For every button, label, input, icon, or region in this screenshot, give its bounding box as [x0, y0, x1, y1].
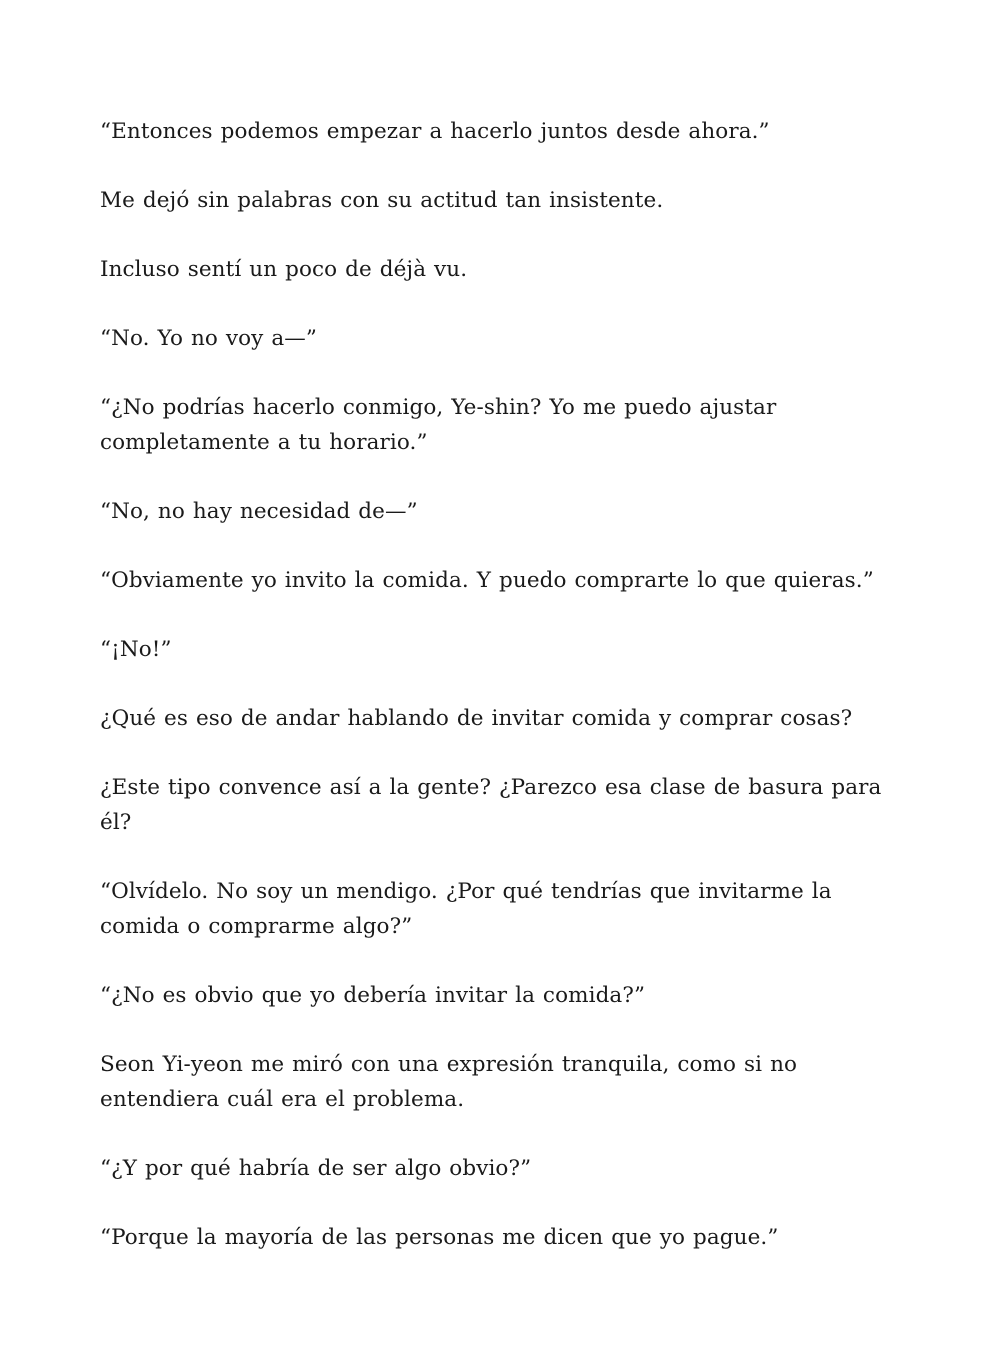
- paragraph: “No, no hay necesidad de—”: [100, 499, 418, 524]
- paragraph: “No. Yo no voy a—”: [100, 326, 317, 351]
- paragraph: “¿No podrías hacerlo conmigo, Ye-shin? Yo me puedo ajustar completamente a tu horario.”: [100, 395, 777, 455]
- paragraph: Me dejó sin palabras con su actitud tan insistente.: [100, 188, 664, 213]
- paragraph: “Obviamente yo invito la comida. Y puedo comprarte lo que quieras.”: [100, 568, 874, 593]
- paragraph: “¿No es obvio que yo debería invitar la comida?”: [100, 983, 646, 1008]
- paragraph: Incluso sentí un poco de déjà vu.: [100, 257, 468, 282]
- paragraph: “Entonces podemos empezar a hacerlo juntos desde ahora.”: [100, 119, 770, 144]
- paragraph: Seon Yi-yeon me miró con una expresión tranquila, como si no entendiera cuál era el problema.: [100, 1052, 798, 1112]
- paragraph: “¿Y por qué habría de ser algo obvio?”: [100, 1156, 532, 1181]
- paragraph: “Porque la mayoría de las personas me dicen que yo pague.”: [100, 1225, 779, 1250]
- paragraph: “¡No!”: [100, 637, 172, 662]
- paragraph: ¿Qué es eso de andar hablando de invitar comida y comprar cosas?: [100, 706, 853, 731]
- paragraph: “Olvídelo. No soy un mendigo. ¿Por qué tendrías que invitarme la comida o comprarme algo?”: [100, 879, 832, 939]
- paragraph: ¿Este tipo convence así a la gente? ¿Parezco esa clase de basura para él?: [100, 775, 882, 835]
- text-body: [100, 114, 900, 1289]
